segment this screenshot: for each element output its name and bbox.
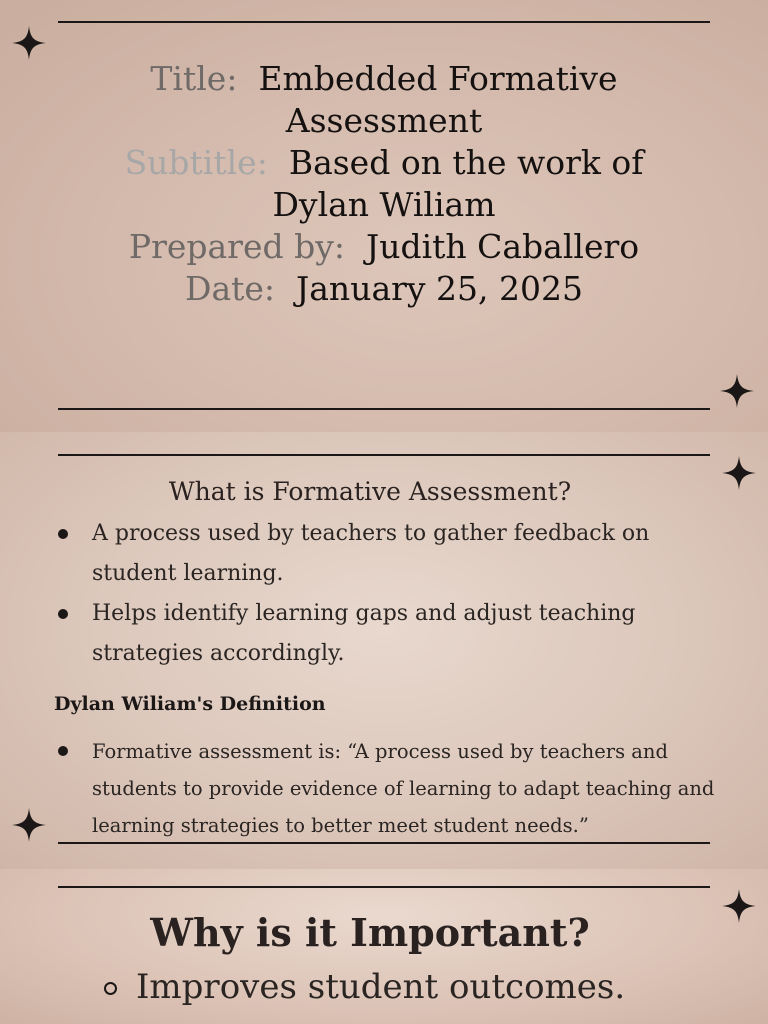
slide2-bottom-rule xyxy=(58,842,710,844)
subtitle-value-line2: Dylan Wiliam xyxy=(272,185,496,224)
prepared-value: Judith Caballero xyxy=(365,227,640,266)
title-label: Title: xyxy=(150,59,238,98)
slide2-top-rule xyxy=(58,454,710,456)
subtitle-value-line1: Based on the work of xyxy=(288,143,644,182)
title-value-line2: Assessment xyxy=(285,101,483,140)
section-heading: What is Formative Assessment? xyxy=(168,477,572,506)
top-rule xyxy=(58,21,710,23)
prepared-label: Prepared by: xyxy=(128,227,345,266)
list-item: A process used by teachers to gather feedback on student learning. xyxy=(54,514,734,594)
date-label: Date: xyxy=(185,269,276,308)
list-item: Helps identify learning gaps and adjust teaching strategies accordingly. xyxy=(54,594,734,674)
slide3-top-rule xyxy=(58,886,710,888)
slide1-bottom-rule xyxy=(58,408,710,410)
four-point-star-icon xyxy=(12,808,46,842)
date-line xyxy=(60,268,708,310)
list-item: Improves student outcomes. xyxy=(100,962,720,1012)
importance-bullets xyxy=(100,962,720,1012)
title-value-line1: Embedded Formative xyxy=(258,59,618,98)
list-item: Formative assessment is: “A process used by teachers and students to provide evidence of learning to adapt teaching and learning strategies to better meet student needs.” xyxy=(54,733,754,844)
section-heading: Why is it Important? xyxy=(150,910,590,955)
title-line xyxy=(60,58,708,100)
subtitle-label: Subtitle: xyxy=(124,143,268,182)
subtitle-line xyxy=(60,142,708,184)
four-point-star-icon xyxy=(720,374,754,408)
title-details xyxy=(60,58,708,310)
four-point-star-icon xyxy=(722,889,756,923)
four-point-star-icon xyxy=(722,456,756,490)
four-point-star-icon xyxy=(12,26,46,60)
definition-subheading: Dylan Wiliam's Definition xyxy=(54,693,326,715)
formative-bullets xyxy=(54,514,734,674)
date-value: January 25, 2025 xyxy=(296,269,583,308)
prepared-line xyxy=(60,226,708,268)
definition-bullets xyxy=(54,733,754,844)
